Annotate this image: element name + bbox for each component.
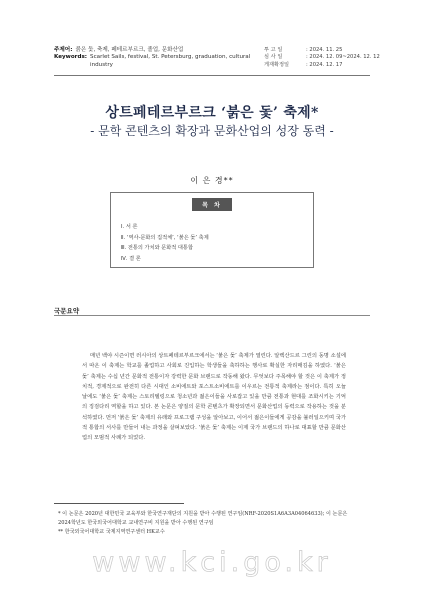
paper-title: 상트페테르부르크 ‘붉은 돛’ 축제*: [105, 105, 319, 121]
keywords-en-row: [54, 54, 264, 69]
abstract-divider: [54, 315, 370, 316]
accepted-row: [264, 62, 380, 69]
keywords-en-label: Keywords:: [54, 54, 88, 61]
kci-watermark: www.kci.go.kr: [92, 547, 332, 578]
abstract-heading: 국문요약: [54, 307, 80, 315]
footnote-divider: [54, 503, 184, 504]
toc-heading-label: 목 차: [192, 198, 232, 211]
review-row: [264, 54, 380, 61]
toc-item: Ⅲ. 전통의 가치와 문화적 대통합: [121, 245, 193, 252]
toc-item: Ⅰ. 서 론: [121, 224, 138, 230]
keywords-ko-row: [54, 47, 264, 54]
dates-block: [264, 47, 380, 69]
review-label: 심 사 일: [264, 54, 283, 61]
footnotes: [58, 510, 358, 538]
footnote-affiliation: ** 한국외국어대학교 국제지역연구센터 HK교수: [58, 529, 165, 536]
keywords-ko-label: 주제어:: [54, 47, 73, 53]
accepted-date: : 2024. 12. 17: [306, 61, 343, 68]
accepted-label: 게재확정일: [264, 61, 290, 68]
author-name: 이 은 경**: [190, 176, 234, 185]
keywords-block: [54, 47, 264, 69]
review-date: : 2024. 12. 09~2024. 12. 12: [306, 54, 380, 61]
toc-list: [121, 222, 209, 264]
toc-heading: [0, 192, 424, 211]
keywords-en: Scarlet Sails, festival, St. Petersburg, graduation, cultural industry: [90, 54, 251, 68]
keywords-ko: 붉은 돛, 축제, 페테르부르크, 졸업, 문화산업: [75, 47, 184, 53]
header-divider: [54, 75, 370, 76]
toc-item: Ⅱ. ‘역사-문화의 집적체’, ‘붉은 돛’ 축제: [121, 234, 209, 241]
footnote-funding: * 이 논문은 2020년 대한민국 교육부와 한국연구재단의 지원을 받아 수행된 연구임(NRF-2020S1A6A3A04064633); 이 논문은 2024학년도 한국외국어대학교 교내연구비 지원을 받아 수행된 연구임: [58, 511, 348, 527]
abstract-text: 매년 백야 시즌이면 러시아의 상트페테르부르크에서는 ‘붉은 돛’ 축제가 열린다. 알렉산드르 그린의 동명 소설에서 따온 이 축제는 학교를 졸업하고 사회로 진입하는 학생들을 축하하는 행사로 확실한 자리매김을 하였다. ‘붉은 돛’ 축제는 수십 년간 문화적 전통이자 강력한 문화 브랜드로 작동해 왔다. 무엇보다 주목해야 할 것은 이 축제가 정치적, 경제적으로 완전히 다른 시대인 소비에트와 포스트소비에트를 이우르는 전통적 축제라는 점이다. 특히 오늘날에도 ‘붉은 돛’ 축제는 스토리텔링으로 청소년과 젊은이들을 사로잡고 있을 만큼 전통과 현대를 조화시키는 기억의 징검다리 역할을 하고 있다. 본 논문은 양질의 문학 콘텐츠가 확장되면서 문화산업의 동력으로 작용하는 것을 분석하였다. 먼저 ‘붉은 돛’ 축제의 유래와 프로그램 구성을 알아보고, 이어서 젊은이들에게 공감을 불러일으키며 국가적 통합의 서사를 만들어 내는 과정을 살펴보았다. ‘붉은 돛’ 축제는 이제 국가 브랜드의 하나로 대표할 만큼 문화산업의 모범적 사례가 되었다.: [82, 353, 346, 441]
toc-item: Ⅳ. 결 론: [121, 255, 141, 262]
paper-subtitle: - 문학 콘텐츠의 확장과 문화산업의 성장 동력 -: [90, 124, 334, 138]
received-label: 투 고 일: [264, 47, 283, 53]
received-date: : 2024. 11. 25: [306, 47, 343, 53]
